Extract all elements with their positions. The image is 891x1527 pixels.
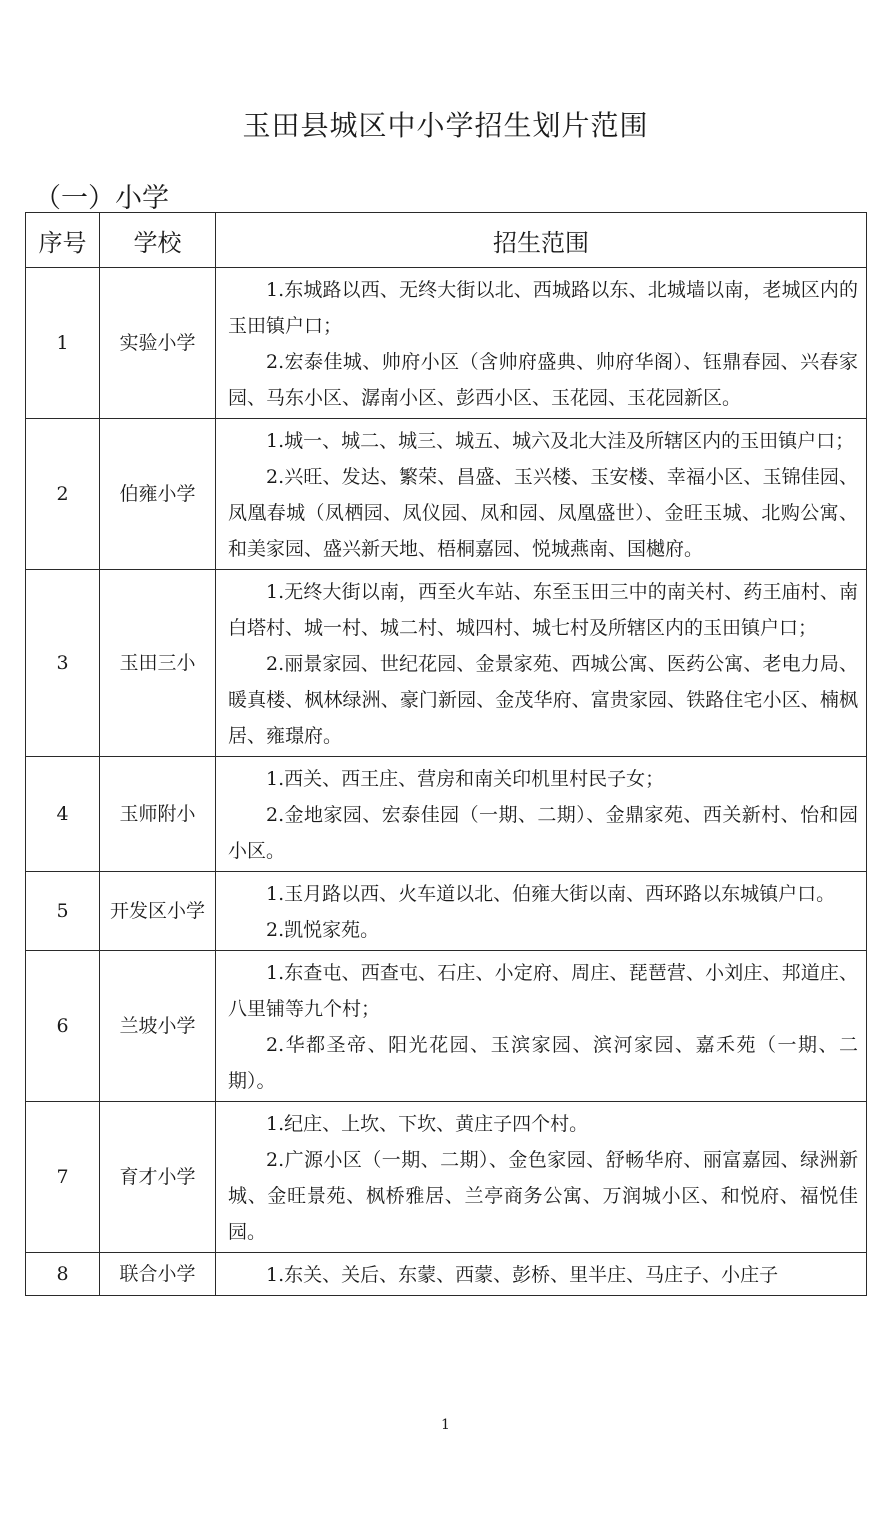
range-item: 1.玉月路以西、火车道以北、伯雍大街以南、西环路以东城镇户口。 (266, 883, 836, 905)
row-num: 3 (26, 570, 100, 757)
table-row (26, 951, 867, 1102)
table-row (26, 268, 867, 419)
range-item: 2.金地家园、宏泰佳园（一期、二期）、金鼎家苑、西关新村、怡和园小区。 (228, 804, 858, 862)
row-range (216, 872, 867, 951)
header-school: 学校 (100, 213, 216, 268)
row-school: 开发区小学 (100, 872, 216, 951)
section-heading: （一）小学 (34, 183, 169, 214)
table-header-row (26, 213, 867, 268)
range-item: 1.东城路以西、无终大街以北、西城路以东、北城墙以南，老城区内的玉田镇户口； (228, 279, 858, 337)
row-num: 5 (26, 872, 100, 951)
row-range (216, 757, 867, 872)
row-num: 4 (26, 757, 100, 872)
row-num: 6 (26, 951, 100, 1102)
row-school: 实验小学 (100, 268, 216, 419)
row-num: 2 (26, 419, 100, 570)
table-row (26, 1102, 867, 1253)
row-range (216, 419, 867, 570)
range-item: 2.兴旺、发达、繁荣、昌盛、玉兴楼、玉安楼、幸福小区、玉锦佳园、凤凰春城（凤栖园、凤仪园、凤和园、凤凰盛世）、金旺玉城、北购公寓、和美家园、盛兴新天地、梧桐嘉园、悦城燕南、国樾府。 (228, 466, 858, 560)
range-item: 2.宏泰佳城、帅府小区（含帅府盛典、帅府华阁）、钰鼎春园、兴春家园、马东小区、潺南小区、彭西小区、玉花园、玉花园新区。 (228, 351, 858, 409)
row-num: 8 (26, 1253, 100, 1296)
row-range (216, 1102, 867, 1253)
range-item: 1.西关、西王庄、营房和南关印机里村民子女； (266, 768, 665, 790)
page-number: 1 (441, 1417, 450, 1433)
document-title: 玉田县城区中小学招生划片范围 (242, 109, 649, 142)
row-school: 玉师附小 (100, 757, 216, 872)
range-item: 1.城一、城二、城三、城五、城六及北大洼及所辖区内的玉田镇户口； (266, 430, 855, 452)
range-item: 2.广源小区（一期、二期）、金色家园、舒畅华府、丽富嘉园、绿洲新城、金旺景苑、枫桥雅居、兰亭商务公寓、万润城小区、和悦府、福悦佳园。 (228, 1149, 858, 1243)
row-range (216, 268, 867, 419)
table-row (26, 757, 867, 872)
range-item: 2.凯悦家苑。 (266, 919, 380, 941)
row-school: 玉田三小 (100, 570, 216, 757)
row-num: 7 (26, 1102, 100, 1253)
range-item: 1.东查屯、西查屯、石庄、小定府、周庄、琵琶营、小刘庄、邦道庄、八里铺等九个村； (228, 962, 858, 1020)
header-range: 招生范围 (216, 213, 867, 268)
row-range (216, 570, 867, 757)
range-item: 1.无终大街以南，西至火车站、东至玉田三中的南关村、药王庙村、南白塔村、城一村、城二村、城四村、城七村及所辖区内的玉田镇户口； (228, 581, 858, 639)
row-range (216, 951, 867, 1102)
range-item: 1.东关、关后、东蒙、西蒙、彭桥、里半庄、马庄子、小庄子 (266, 1264, 779, 1286)
header-num: 序号 (26, 213, 100, 268)
range-item: 1.纪庄、上坎、下坎、黄庄子四个村。 (266, 1113, 589, 1135)
table-row (26, 419, 867, 570)
enrollment-table (25, 212, 867, 1296)
range-item: 2.丽景家园、世纪花园、金景家苑、西城公寓、医药公寓、老电力局、暖真楼、枫林绿洲、豪门新园、金茂华府、富贵家园、铁路住宅小区、楠枫居、雍璟府。 (228, 653, 858, 747)
table-row (26, 1253, 867, 1296)
row-num: 1 (26, 268, 100, 419)
row-school: 伯雍小学 (100, 419, 216, 570)
row-school: 联合小学 (100, 1253, 216, 1296)
row-range (216, 1253, 867, 1296)
row-school: 育才小学 (100, 1102, 216, 1253)
range-item: 2.华都圣帝、阳光花园、玉滨家园、滨河家园、嘉禾苑（一期、二期）。 (228, 1034, 858, 1092)
row-school: 兰坡小学 (100, 951, 216, 1102)
table-row (26, 570, 867, 757)
table-row (26, 872, 867, 951)
